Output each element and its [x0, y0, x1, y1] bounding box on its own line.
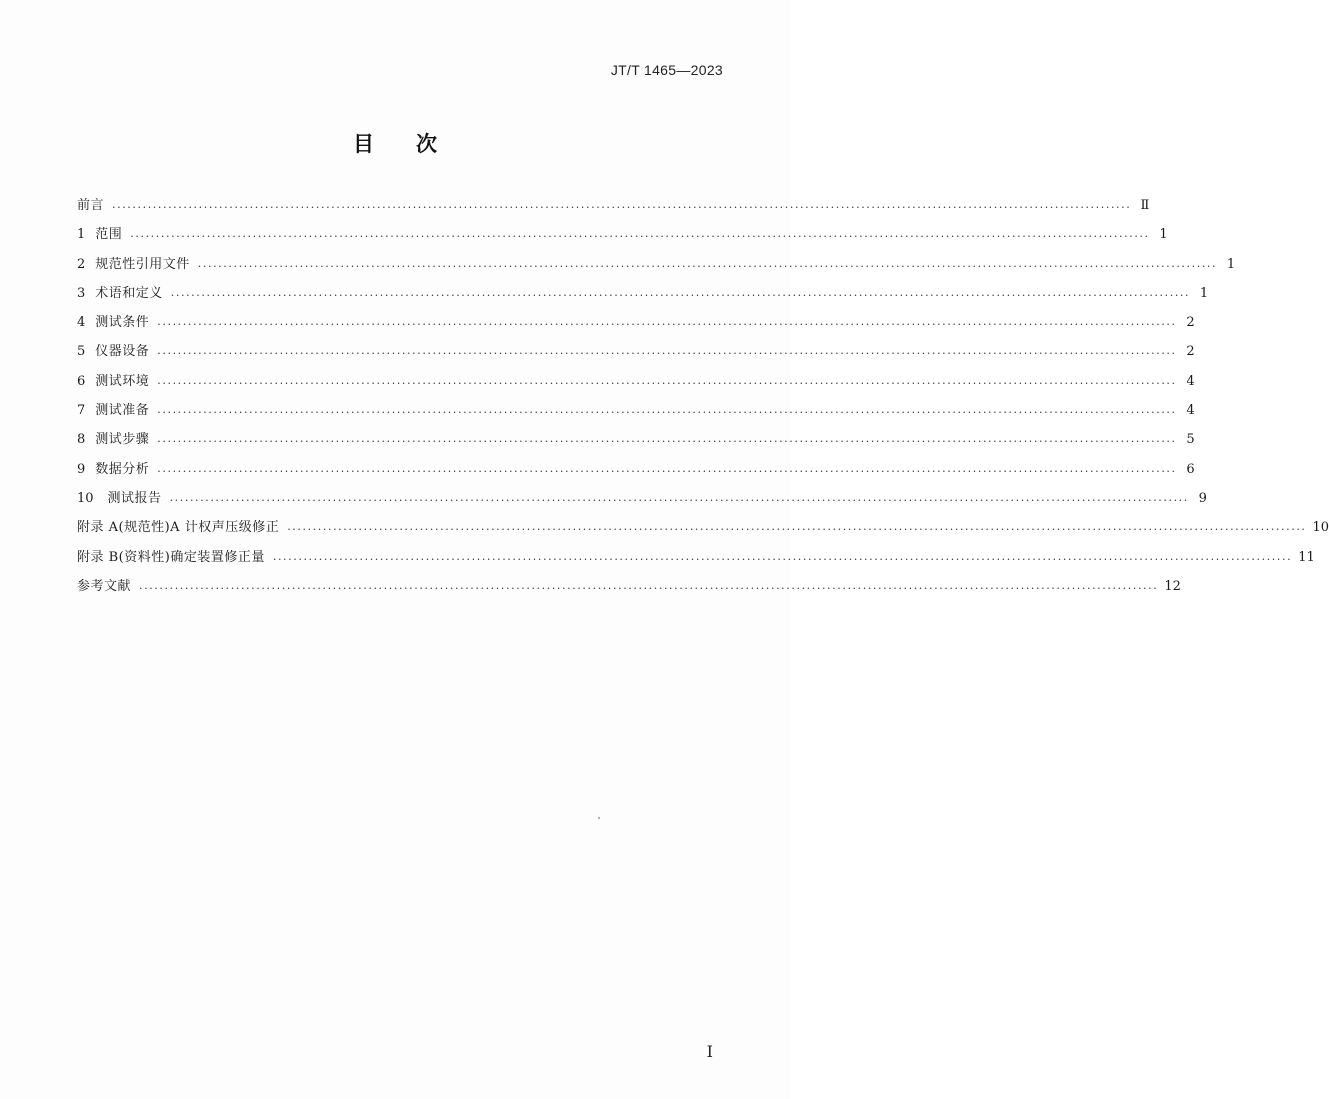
toc-entry-number: 3 — [77, 285, 86, 301]
toc-entry-number: 7 — [77, 403, 86, 419]
toc-entry-label: 参考文献 — [77, 578, 132, 594]
toc-entry-bibliography[interactable] — [77, 577, 1181, 606]
toc-entry-1[interactable] — [77, 225, 1168, 254]
toc-entry-label: 仪器设备 — [95, 344, 150, 360]
toc-entry-page: 1 — [1199, 285, 1209, 301]
toc-entry-label: 测试环境 — [95, 373, 150, 389]
toc-entry-appendix-b[interactable] — [77, 548, 1315, 577]
toc-entry-subtitle: 确定装置修正量 — [170, 549, 265, 565]
toc-entry-9[interactable] — [77, 460, 1195, 489]
toc-entry-label: 数据分析 — [95, 461, 150, 477]
toc-entry-page: Ⅱ — [1140, 198, 1150, 213]
toc-leader-dots: ........................................................................................................................................................................................................ — [139, 578, 1159, 592]
toc-entry-page: 10 — [1312, 520, 1329, 536]
toc-leader-dots: ........................................................................................................................................................................................................ — [170, 285, 1191, 299]
toc-entry-page: 1 — [1226, 256, 1236, 272]
toc-leader-dots: ........................................................................................................................................................................................................ — [157, 461, 1177, 475]
toc-leader-dots: ........................................................................................................................................................................................................ — [112, 198, 1132, 211]
toc-entry-page: 11 — [1298, 549, 1315, 565]
toc-entry-page: 4 — [1186, 373, 1195, 389]
toc-entry-3[interactable] — [77, 284, 1209, 313]
standard-code: JT/T 1465—2023 — [610, 62, 723, 78]
toc-entry-10[interactable] — [77, 489, 1207, 518]
toc-entry-page: 1 — [1159, 227, 1168, 243]
toc-entry-label: 规范性引用文件 — [95, 256, 190, 272]
scan-speck — [598, 817, 600, 819]
table-of-contents — [77, 196, 1329, 606]
toc-leader-dots: ........................................................................................................................................................................................................ — [157, 373, 1177, 387]
toc-entry-label: 测试步骤 — [95, 432, 150, 448]
toc-entry-foreword[interactable] — [77, 196, 1150, 225]
toc-entry-number: 9 — [77, 461, 86, 477]
toc-entry-label: 测试条件 — [95, 315, 150, 331]
toc-entry-page: 5 — [1186, 432, 1195, 448]
toc-entry-label: 附录 A(规范性) — [77, 520, 171, 536]
toc-leader-dots: ........................................................................................................................................................................................................ — [169, 490, 1189, 504]
toc-entry-number: 8 — [77, 432, 86, 448]
toc-entry-label: 测试准备 — [95, 403, 150, 419]
toc-entry-page: 2 — [1186, 344, 1195, 360]
toc-leader-dots: ........................................................................................................................................................................................................ — [157, 432, 1177, 446]
page-number: Ⅰ — [706, 1042, 713, 1061]
toc-entry-label: 前言 — [77, 198, 105, 213]
toc-leader-dots: ........................................................................................................................................................................................................ — [157, 344, 1177, 358]
toc-entry-page: 6 — [1186, 461, 1195, 477]
toc-entry-7[interactable] — [77, 401, 1195, 430]
toc-entry-4[interactable] — [77, 313, 1195, 342]
toc-leader-dots: ........................................................................................................................................................................................................ — [130, 227, 1150, 241]
toc-entry-label: 附录 B(资料性) — [77, 549, 171, 565]
toc-entry-label: 范围 — [95, 227, 123, 243]
toc-entry-2[interactable] — [77, 255, 1236, 284]
toc-entry-label: 测试报告 — [107, 490, 162, 506]
toc-entry-number: 10 — [77, 490, 94, 506]
toc-entry-number: 2 — [77, 256, 86, 272]
toc-entry-number: 1 — [77, 227, 86, 243]
toc-title-char-1: 目 — [353, 132, 374, 156]
toc-leader-dots: ........................................................................................................................................................................................................ — [157, 315, 1177, 329]
toc-leader-dots: ........................................................................................................................................................................................................ — [287, 520, 1307, 534]
toc-entry-appendix-a[interactable] — [77, 518, 1329, 547]
toc-entry-subtitle: A 计权声压级修正 — [170, 520, 280, 536]
toc-entry-number: 5 — [77, 344, 86, 360]
toc-title — [0, 128, 790, 158]
toc-entry-number: 4 — [77, 315, 86, 331]
toc-leader-dots: ........................................................................................................................................................................................................ — [157, 403, 1177, 417]
toc-entry-label: 术语和定义 — [95, 285, 163, 301]
toc-entry-page: 4 — [1186, 403, 1195, 419]
toc-entry-8[interactable] — [77, 430, 1195, 459]
toc-entry-number: 6 — [77, 373, 86, 389]
toc-title-char-2: 次 — [416, 132, 437, 156]
toc-entry-5[interactable] — [77, 342, 1195, 371]
toc-entry-page: 9 — [1198, 490, 1207, 506]
toc-entry-6[interactable] — [77, 372, 1195, 401]
toc-entry-page: 2 — [1186, 315, 1195, 331]
toc-entry-page: 12 — [1164, 578, 1181, 594]
toc-leader-dots: ........................................................................................................................................................................................................ — [272, 549, 1293, 563]
toc-leader-dots: ........................................................................................................................................................................................................ — [197, 256, 1218, 270]
